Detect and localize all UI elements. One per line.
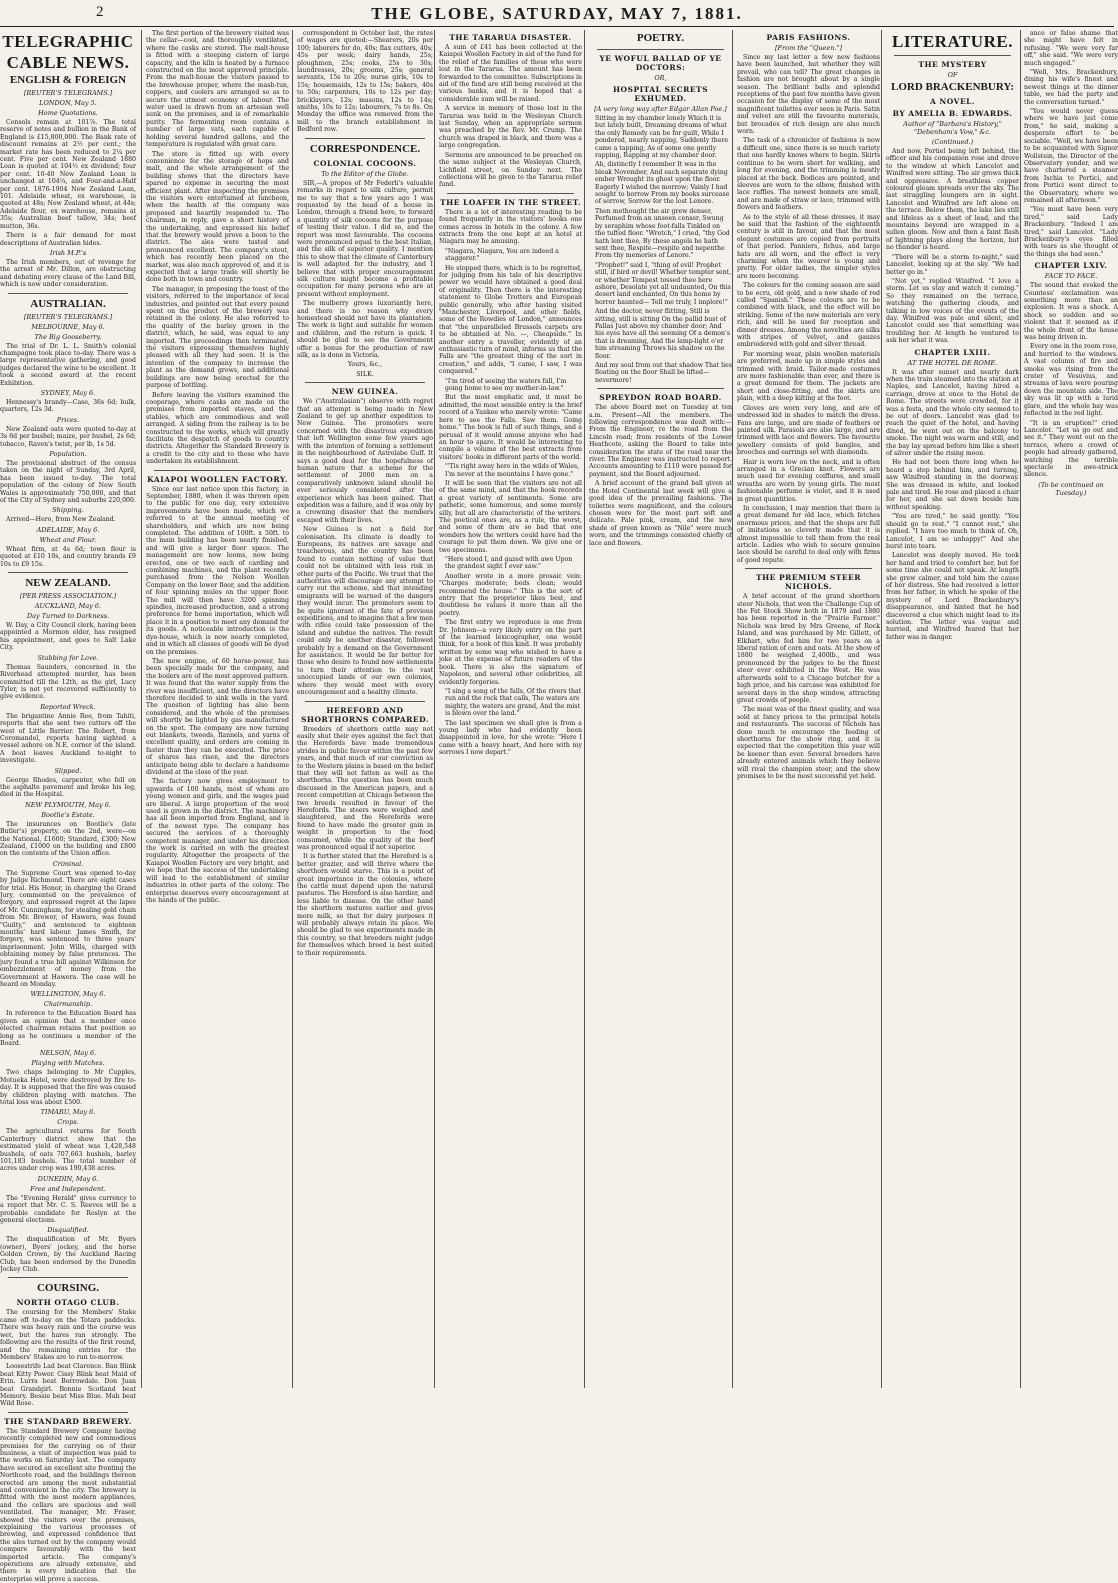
paragraph: The agricultural returns for South Canterbury district show that the estimated yield of wheat was 1,428,548 bushels, of oats 707,663 bushels, barley 101,183 bushels. The total number of acres under crop was 190,438 acres. (0, 1128, 136, 1173)
divider (154, 470, 281, 471)
paragraph: The Standard Brewery Company having recently completed new and commodious premises for the carrying on of their business, a visit of inspection was paid to the works on Saturday last. The company have secured an excellent site fronting the Northcote road, and the buildings thereon erected are among the most substantial and convenient in the city. The brewery is fitted with the most modern appliances, and the cellars are spacious and well ventilated. The manager, Mr. Fraser, showed the visitors over the premises, explaining the various processes of brewing, and expressed confidence that the ales turned out by the company would compare favourably with the best imported article. The company's operations are already extensive, and there is every indication that the enterprise will prove a success. (0, 1427, 136, 1583)
poem-stanza: "Prophet!" said I, "thing of evil! Prophet still, if bird or devil! Whether tempter sent, or whether Tempest tossed thee here ashore, Desolate yet all undaunted, On this desert land enchanted, On this home by horror haunted— Tell me truly, I implore!" (595, 261, 732, 306)
dateline: MELBOURNE, May 6. (31, 322, 105, 331)
paragraph: But the most emphatic and, it must be admitted, the most sensible entry is the brief record of a Yankee who merely wrote: "Came here to see the Falls. Saw them. Going home." The book is full of such things, and a perusal of it would amuse anyone who had an hour to spare. It would be interesting to compile a volume of the best extracts from visitors' books in different parts of the world. (439, 394, 582, 461)
paragraph: "You are tired," he said gently. "You should go to rest." "I cannot rest," she replied. "I have too much to think of. Oh, Lancelot, I am so unhappy!" And she burst into tears. (886, 513, 1019, 550)
paragraph: The brigantine Annie Ree, from Tahiti, reports that she sent two cutters off the west of Little Barrier. The Robert, from Coromandel, reports having sighted a vessel ashore on N.E. corner of the island. A boat leaves Auckland to-night to investigate. (0, 712, 136, 765)
paragraph: A brief account of the grand shorthorn steer Nichols, that won the Challenge Cup of the Fat Stock Show both in 1879 and 1880 has been reported in the "Prairie Farmer." Nichols was bred by Mrs Greene, of Rock Island, and was purchased by Mr. Gillett, of Elkhart, who fed him for two years on a liberal ration of corn and oats. At the show of 1880 he weighed 2,400lb., and was pronounced by the judges to be the finest steer ever exhibited in the West. He was afterwards sold to a Chicago butcher for a high price, and his carcase was exhibited for several days in the shop window, attracting great crowds of people. (737, 593, 880, 704)
poem-stanza: And the doctor, never flitting, Still is sitting, still is sitting On the pallid bust of Pallas Just above my chamber door; And his eyes have all the seeming Of a demon's that is dreaming, And the lamp-light o'er him streaming Throws his shadow on the floor. (595, 308, 730, 360)
quoted-verse: "Niagara, Niagara, You are indeed a staggerer." (445, 247, 559, 263)
paragraph: Before leaving the visitors examined the cooperage, where casks are made on the premises from imported staves, and the stables, which are commodious and well arranged. A siding from the railway is to be constructed to the works, which will greatly facilitate the despatch of goods to country districts. Altogether the Standard Brewery is a credit to the city and to those who have undertaken its establishment. (146, 391, 289, 466)
novel-title: LORD BRACKENBURY: (891, 81, 1014, 93)
section-heading: KAIAPOI WOOLLEN FACTORY. (147, 474, 288, 484)
subheading: Free and Independent. (30, 1184, 106, 1193)
author-credits: Author of "Barbara's History," "Debenham's Vow," &c. (903, 120, 1002, 136)
chapter-heading: CHAPTER LXIV. (1034, 261, 1108, 271)
paragraph: We ("Australasian") observe with regret that an attempt is being made in New Zealand to get up another expedition to New Guinea. The promoters were concerned with the disastrous expedition that left Wellington some few years ago with the intention of forming a settlement in the neighbourhood of Astrolabe Gulf. It says a good deal for the hopefulness of human nature that a scheme for the settlement of 2000 men on a comparatively unknown island should be ever seriously considered after the experience which has been gained. That expedition was a failure, and it was only by a crowning disaster that the members escaped with their lives. (297, 398, 433, 524)
subheading: NORTH OTAGO CLUB. (16, 1298, 120, 1308)
paragraph: It will be seen that the visitors are not all of the same mind, and that the book records a great variety of sentiments. Some are pathetic, some humorous, and some merely silly, but all are characteristic of the writers. The poetical ones are, as a rule, the worst, and some of them are so bad that one wonders how the writers could have had the courage to put them down. We give one or two specimens. (439, 479, 582, 554)
subheading: Criminal. (52, 859, 84, 868)
section-heading: THE STANDARD BREWERY. (4, 1416, 132, 1426)
paragraph: The factory now gives employment to upwards of 100 hands, most of whom are young women and girls, and the wages paid are liberal. A large proportion of the wool used is grown in the district. The machinery has all been imported from England, and is of the newest type. The company has secured the services of a thoroughly competent manager, and under his direction the work is carried on with the greatest regularity. Altogether the prospects of the Kaiapoi Woollen Factory are very bright, and we hope that the success of the undertaking will lead to the establishment of similar industries in other parts of the colony. The enterprise deserves every encouragement at the hands of the public. (146, 778, 289, 904)
novel-author: BY AMELIA B. EDWARDS. (892, 109, 1013, 118)
novel-type: A NOVEL. (929, 97, 976, 106)
subheading: To the Editor of the Globe. (321, 169, 409, 178)
quoted-verse: "'Tis right away here in the wilds of Wales, I'm never at the mountains I have gone." (445, 463, 580, 478)
cable-news-heading: CABLE NEWS. (6, 53, 130, 72)
paragraph: It is further stated that the Hereford is a better grazier, and will thrive where the shorthorn would starve. This is a point of great importance in the colonies, where the cattle must depend upon the natural pastures. The Hereford is also hardier, and less liable to disease. On the other hand the shorthorn matures earlier and gives more milk, so that for dairy purposes it will probably always retain its place. We should be glad to see experiments made in this country, so that breeders might judge for themselves which breed is best suited to their requirements. (297, 853, 433, 957)
section-heading: HEREFORD AND SHORTHORNS COMPARED. (301, 705, 429, 724)
paragraph: The meat was of the finest quality, and was sold at fancy prices to the principal hotels and restaurants. The success of Nichols has done much to encourage the feeding of shorthorns for the show ring, and it is expected that the competition this year will be keener than ever. Several breeders have already entered animals which they believe will rival the champion steer, and the show promises to be the most successful yet held. (737, 706, 880, 780)
signoff: Yours, &c., (347, 361, 383, 369)
poem-subtitle: HOSPITAL SECRETS EXHUMED. (612, 85, 709, 103)
english-foreign-heading: ENGLISH & FOREIGN (9, 74, 127, 86)
subheading: Slipped. (54, 766, 82, 775)
paragraph: George Rhodes, carpenter, who fell on the asphalte pavement and broke his leg, died in the Hospital. (0, 776, 136, 799)
divider (305, 138, 425, 139)
novel-title-top: THE MYSTERY (918, 60, 987, 69)
subheading: Irish M.P.'s (49, 248, 87, 257)
telegraphic-heading: TELEGRAPHIC (2, 32, 134, 51)
paragraph: And now, Portiel being left behind, the officer and his companion rose and drove to the window at which Lancelot and Winifred were sitting. The air grows thick and oppressive. A breathless copper coloured gleam spreads over the sky. The last straggling loungers are in sight. Lancelot and Winifred are left alone on the terrace. Below them, the lake lies still and lifeless as a sheet of lead, and the mountains beyond are wrapped in a sullen gloom. Now and then a faint flash of lightning plays along the horizon, but no thunder is heard. (886, 148, 1019, 252)
paragraph: In reference to the Education Board has given an opinion that a member once elected chairman retains that position so long as he continues a member of the Board. (0, 1010, 136, 1047)
paragraph: The manager, in proposing the toast of the visitors, referred to the importance of local industries, and pointed out that every pound spent on the product of the brewery was retained in the colony. He also referred to the quality of the barley grown in the district, which, he said, was equal to any imported. The proceedings then terminated, the visitors expressing themselves highly pleased with all they had seen. It is the intention of the company to increase the plant as the demand grows, and additional buildings are now being erected for the purpose of bottling. (146, 285, 289, 390)
continued-note: (Continued.) (931, 138, 974, 146)
divider (894, 55, 1011, 56)
subheading: Wheat and Flour. (39, 535, 97, 544)
paragraph: correspondent in October last, the rates of wages are quoted:—Shearers, 20s per 100; laborers for do, 40s; flax cutters, 40s; 45s per week; dairy hands, 25s; ploughmen, 25s; cooks, 25s to 30s; laundresses, 20s; grooms, 25s; general servants, 15s to 20s; nurse girls, 10s to 15s; housemaids, 12s to 15s; bakers, 40s to 50s; carpenters, 10s to 12s per day; bricklayers, 12s; masons, 12s to 14s; smiths, 10s to 12s; labourers, 7s to 8s. On Monday the office was removed from the mill to the branch establishment in Bedford row. (297, 30, 433, 134)
paragraph: In conclusion, I may mention that there is a great demand for old lace, which fetches enormous prices, and that the shops are full of imitations so cleverly made that it is almost impossible to tell them from the real article. Ladies who wish to secure genuine lace should be careful to deal only with firms of good repute. (737, 504, 880, 564)
paragraph: A sum of £41 has been collected at the Kaiapoi Woollen Factory in aid of the fund for the relief of the families of those who were lost in the Tararua. The amount has been forwarded to the committee. Subscriptions in aid of the fund are still being received at the various banks, and it is hoped that a considerable sum will be raised. (439, 44, 582, 103)
paragraph: The coursing for the Members' Stake came off to-day on the Totara paddocks. There was heavy rain and the course was wet, but the hares ran strongly. The following are the results of the first round, and the remaining entries for the Members' Stakes are to run to-morrow. (0, 1309, 136, 1361)
paragraph: The provisional abstract of the census taken on the night of Sunday, 3rd April, has been issued to-day. The total population of the colony of New South Wales is approximately 750,000, and that of the City of Sydney and suburbs 220,000. (0, 460, 136, 505)
column-5 (584, 30, 732, 1388)
paragraph: Sermons are announced to be preached on the same subject at the Wesleyan Church, Lichfield street, on Sunday next. The collections will be given to the Tararua relief fund. (439, 151, 582, 189)
paragraph: Lancelot was deeply moved. He took her hand and tried to comfort her, but for some time she could not speak. At length she grew calmer, and told him the cause of her distress. She had received a letter from her father, in which he spoke of the mystery of Lord Brackenbury's disappearance, and hinted that he had discovered a clue which might lead to its solution. The letter was vague and hurried, and Winifred feared that her father was in danger. (886, 552, 1019, 641)
paragraph: Thomas Saunders, concerned in the Riverhead attempted murder, has been committed till the 12th, as the girl, Lucy Tyler, is not yet recovered sufficiently to give evidence. (0, 663, 136, 701)
quoted-verse: "I sing a song of the falls, Of the rivers that run and the rock that calls, The waters are mighty, the waters are grand, And the mist is blown over the land." (445, 687, 582, 718)
chapter-subtitle: FACE TO FACE. (1044, 272, 1098, 281)
column-3 (292, 30, 433, 1388)
subheading: Prices. (56, 415, 80, 424)
paragraph: "You would never guess where we have just come from," he said, making a desperate effort to be sociable. "Well, we have been to be acquainted with Signor Wollstein, the Director of the Observatory yonder, and we have chartered a steamer from Ischia to Portici, and from Portici went direct to the Observatory, where we remained all afternoon." (1024, 108, 1118, 204)
paragraph: The first entry we reproduce is one from Dr. Johnson—a very likely entry on the part of the learned lexicographer, one would think, for a book of this kind. It was probably written by some wag who wished to have a joke at the expense of future readers of the book. There is also the signature of Napoleon, and several other celebrities, all evidently forgeries. (439, 619, 582, 686)
page-number: 2 (96, 4, 105, 20)
paragraph: A service in memory of those lost in the Tararua was held in the Wesleyan Church last Sunday, when an appropriate sermon was preached by the Rev. Mr. Crump. The church was draped in black, and there was a large congregation. (439, 105, 582, 150)
paragraph: The store is fitted up with every convenience for the storage of hops and malt, and the whole arrangement of the building shows that the directors have spared no expense in securing the most efficient plant. After inspecting the premises the visitors were entertained at luncheon, when the health of the company was proposed and heartily responded to. The chairman, in reply, gave a short history of the undertaking, and expressed his belief that the brewery would prove a boon to the district. The ales were tasted and pronounced excellent. The company's stout, which has recently been placed on the market, was also much approved of, and it is expected that a large trade will shortly be done both in town and country. (146, 150, 289, 284)
poem-note: [A very long way after Edgar Allan Poe.] (594, 105, 727, 113)
section-heading: AUSTRALIAN. (30, 297, 106, 310)
paragraph: There is a lot of interesting reading to be found frequently in the visitors' books one comes across in hotels in the colony. A few extracts from the one kept at an hotel at Niagara may be amusing. (439, 208, 582, 246)
paragraph: Wheat firm, at 4s 6d; town flour is quoted at £10 10s, and country brands £9 10s to £9 15s. (0, 545, 136, 568)
column-6 (732, 30, 880, 1388)
poem-stanza: Ah, distinctly I remember It was in the bleak November, And each separate dying ember Wrought its ghost upon the floor. Eagerly I wished the morrow; Vainly I had sought to borrow From my books surcease of sorrow, Sorrow for the lost Lenore. (595, 161, 730, 206)
divider (745, 568, 872, 569)
dateline: NEW PLYMOUTH, May 6. (25, 800, 111, 809)
column-7 (881, 30, 1019, 1388)
section-heading: THE TARARUA DISASTER. (449, 33, 572, 42)
paragraph: SIR,—A propos of Mr Federli's valuable remarks in regard to silk culture, permit me to say that a few years ago I was requested by the head of a house in London, through a friend here, to forward a quantity of silk cocoons for the purpose of testing their value. I did so, and the report was most favourable. The cocoons were pronounced equal to the best Italian, and the silk of superior quality. I mention this to show that the climate of Canterbury is well adapted for the industry, and I believe that with proper encouragement silk culture might become a profitable occupation for many persons who are at present without employment. (297, 179, 433, 298)
poem-stanza: Sitting in my chamber lonely Which it is but lately built, Dreaming dreams of what the only Remedy can be for guilt, While I pondered, nearly napping, Suddenly there came a tapping, As of some one gently rapping, Rapping at my chamber door. (595, 115, 728, 160)
source-line: [PER PRESS ASSOCIATION.] (19, 592, 117, 601)
dateline: WELLINGTON, May 6. (30, 990, 106, 999)
paragraph: For morning wear, plain woollen materials are preferred, made up in simple styles and trimmed with braid. Tailor-made costumes are more fashionable than ever, and there is a great demand for them. The jackets are short and close-fitting, and the skirts are plain, with a deep kilting at the foot. (737, 350, 880, 403)
paragraph: Since my last letter a few new fashions have been launched, but whether they will prevail, who can tell? The great changes in fashion are not brought about by a single season. The brilliant balls and splendid receptions of the past few months have given occasion for the display of some of the most magnificent toilettes ever seen in Paris. Satin and velvet are still the favourite materials, but brocades of rich design are also much worn. (737, 54, 880, 136)
paragraph: Consols remain at 101⅞. The total reserve of notes and bullion in the Bank of England is £15,800,000. The Bank rate of discount remains at 2½ per cent.; the market rate has been reduced to 2¼ per cent. Five per cent. New Zealand 1880 Loan is quoted at 104½ ex dividend; four per cent. 10-40 New Zealand Loan is unchanged at 104¼, and Four-and-a-Half per cent. 1876-1904 New Zealand Loan, 101. Adelaide wheat, ex warehouse, is quoted at 48s; New Zealand wheat, at 44s; Adelaide flour, ex warehouse, remains at 35s; Australian beef tallow, 34s; beef mutton, 36s. (0, 119, 136, 230)
paragraph: The first portion of the brewery visited was the cellar—cool, and thoroughly ventilated, where the casks are stored. The malt-house is fitted with a steeping cistern of large capacity, and the kiln is heated by a furnace constructed on the most approved principle. From the malt-house the visitors passed to the brewhouse proper, where the mash-tun, coppers, and coolers are arranged so as to secure the utmost economy of labour. The water used is drawn from an artesian well sunk on the premises, and is of remarkable purity. The fermenting room contains a number of large vats, each capable of holding several hundred gallons, and the temperature is regulated with great care. (146, 30, 289, 149)
paragraph: Hair is worn low on the neck, and is often arranged in a Grecian knot. Flowers are much used for evening coiffures, and small wreaths are worn by young girls. The most fashionable perfume is violet, and it is used in great quantities. (737, 458, 880, 503)
paragraph: New Zealand oats were quoted to-day at 3s 6d per bushel; maize, per bushel, 2s 6d; tobacco, Raven's twist, per lb, 1s 5d. (0, 425, 136, 448)
paragraph: There is a fair demand for most descriptions of Australian hides. (0, 232, 136, 247)
chapter-subtitle: AT THE HOTEL DE ROME. (907, 358, 998, 367)
source-line: [From the "Queen."] (775, 44, 842, 52)
to-be-continued: (To be continued on Tuesday.) (1038, 480, 1104, 497)
divider (8, 293, 128, 294)
paragraph: The insurances on Bootlie's (late Butler's) property, on the 2nd, were—on the National, £1600; Standard, £300; New Zealand, £1000 on the building and £800 on the contents of the Union office. (0, 820, 136, 858)
paragraph: The sound that evoked the Countess' exclamation was something more than an explosion. It was a shock. A shock so sudden and so violent that it seemed as if the whole front of the house was being driven in. (1024, 282, 1118, 342)
paragraph: Every one in the room rose, and hurried to the windows. A vast column of fire and smoke was rising from the crater of Vesuvius, and streams of lava were pouring down the mountain side. The sky was lit up with a lurid glare, and the whole bay was reflected in the red light. (1024, 343, 1118, 418)
paragraph: The above Board met on Tuesday at ten a.m. Present—All the members. The following correspondence was dealt with:—From the Engineer, re the road from the Lincoln road; from residents of the Lower Heathcote, asking the Board to take into consideration the state of the road near the river. The Engineer was instructed to report. Accounts amounting to £110 were passed for payment, and the Board adjourned. (589, 404, 732, 478)
section-heading: NEW GUINEA. (331, 387, 399, 397)
column-8 (1020, 30, 1118, 1388)
paragraph: Breeders of shorthorn cattle may not easily shut their eyes against the fact that the Herefords have made tremendous strides in public favour within the past few years, and that much of our conviction as to the Western plains is based on the belief that they will not fatten as well as the shorthorns. The question has been much discussed in the American papers, and a recent competition at Chicago between the two breeds resulted in favour of the Herefords. The steers were weighed and slaughtered, and the Herefords were found to have made the greater gain in weight in proportion to the food consumed, while the quality of the beef was pronounced equal if not superior. (297, 725, 433, 851)
poem-stanza: Then methought the air grew denser, Perfumed from an unseen censer, Swung by seraphim whose foot-falls Tinkled on the tufted floor. "Wretch," I cried, "thy God hath lent thee, By these angels he hath sent thee, Respite—respite and nepenthe From thy memories of Lenore." (595, 207, 730, 260)
section-heading: THE LOAFER IN THE STREET. (440, 197, 581, 207)
divider (597, 388, 724, 389)
quoted-verse: "I'm tired of seeing the waters fall, I'm going home to see my mother-in-law." (445, 377, 567, 393)
divider (447, 193, 574, 194)
paragraph: Two chaps belonging to Mr Cupples, Motueka Hotel, were destroyed by fire to-day. It is supposed that the fire was caused by children playing with matches. The total loss was about £500. (0, 1069, 136, 1106)
section-heading: SPREYDON ROAD BOARD. (599, 393, 722, 403)
paragraph: ance or false shame that she might have felt in refusing. "We were very far off," she said. "We were very much engaged." (1024, 30, 1118, 67)
column-4 (434, 30, 582, 1388)
divider (8, 572, 128, 573)
section-heading: NEW ZEALAND. (25, 577, 111, 590)
paragraph: "You must have been very tired," said Lady Brackenbury. "Indeed I am tired," said Lancelot. "Lady Brackenbury's eyes filled with tears as she thought of the things she had seen." (1024, 206, 1118, 258)
subheading: Disqualified. (47, 1226, 89, 1235)
paragraph: He stopped there, which is to be regretted, for judging from his tale of his descriptive power we would have obtained a good deal of originality. Then there is the interesting statement to Globe Trotters and European public generally, who after having visited "Manchester, Liverpool, and other fields, some of the Rowdies of London," announces that "the unparalleled Brussels carpets are to be obtained at No. —, Cheapside." In another entry a traveller, evidently of an enthusiastic turn of mind, informs us that the Falls are "the greatest thing of the sort in creation," and adds, "I came, I saw, I was conquered." (439, 264, 582, 376)
divider (305, 701, 425, 702)
subheading: Home Quotations. (38, 109, 98, 117)
paragraph: A brief account of the grand ball given at the Hotel Continental last week will give a good idea of the prevailing fashions. The toilettes were magnificent, and the colours chosen were for the most part soft and delicate. Pale pink, cream, and the new shade of green known as "Nile" were much worn, and the trimmings consisted chiefly of lace and flowers. (589, 480, 732, 547)
novel-title-of: OF (947, 71, 958, 79)
section-heading: THE PREMIUM STEER NICHOLS. (755, 573, 861, 592)
paragraph: "There will be a storm to-night," said Lancelot, looking up at the sky. "We had better go in." (886, 253, 1019, 276)
newspaper-title: THE GLOBE, SATURDAY, MAY 7, 1881. (371, 4, 743, 23)
paragraph: Another wrote in a more prosaic vein: "Charges moderate; beds clean; would recommend the house." This is the sort of entry that the proprietor likes best, and doubtless he values it more than all the poetry. (439, 572, 582, 617)
column-2 (141, 30, 289, 1388)
paragraph: Loosestrife Lad beat Clarence. Ban Blink beat Kitty Power. Cissy Blink beat Maid of Erin. Lurra beat Borrowdale. Don Juan beat Grandgirl. Bonnie Scotland beat Memory. Bessie beat Miss Blue. Mab beat Wild Rose. (0, 1363, 136, 1408)
paragraph: The "Evening Herald" gives currency to a report that Mr. C. S. Reeves will be a probable candidate for Roslyn at the general elections. (0, 1194, 136, 1225)
divider (8, 1412, 128, 1413)
paragraph: Hennessy's brandy—Case, 36s 6d; bulk, quarters, 12s 3d. (0, 398, 136, 414)
paragraph: Since our last notice upon this factory, in September, 1880, when it was thrown open to the public for one day, very extensive improvements have been made, which we referred to at the annual meeting of shareholders, and which are now being completed. The addition of 100ft. x 50ft. to the main building has been nearly finished, and will give a larger floor space. The management are now looms, now being erected, one or two each of carding and combining machines, and the plant recently purchased from the Nelson Woollen Company on the lower floor, and the addition of four spinning mules on the upper floor. The mill will then have 3200 spinning spindles, increased production, and a strong preference for home importation, which will place it in a position to meet any demand for its goods. A noticeable introduction is the dye-house, which is now nearly completed, and in which all classes of goods will be dyed on the premises. (146, 485, 289, 656)
dateline: LONDON, May 5. (39, 99, 97, 107)
subheading: COLONIAL COCOONS. (313, 158, 417, 168)
paragraph: "Not yet," replied Winifred. "I love a storm. Let us stay and watch it coming." So they remained on the terrace, watching the gathering clouds, and talking in low voices of the events of the day. Winifred was pale and silent, and Lancelot could see that something was troubling her. At length he ventured to ask her what it was. (886, 277, 1019, 345)
dateline: AUCKLAND, May 6. (34, 602, 102, 611)
divider (597, 49, 724, 50)
subheading: Crops. (57, 1118, 79, 1127)
paragraph: W. Day, a City Council clerk, having been appointed a Mormon elder, has resigned his appointment, and goes to Salt Lake City. (0, 622, 136, 652)
section-heading: CORRESPONDENCE. (309, 142, 421, 155)
paragraph: The mulberry grows luxuriantly here, and there is no reason why every homestead should not have its plantation. The work is light and suitable for women and children, and the return is quick. I should be glad to see the Government offer a bonus for the production of raw silk, as is done in Victoria. (297, 300, 433, 360)
divider (305, 382, 425, 383)
subheading: Playing with Matches. (31, 1059, 105, 1068)
paragraph: The colours for the coming season are said to be ecru, old gold, and a new shade of red called "Spanish." These colours are to be combined with black, and the effect will be striking. Some of the new materials are very rich, and will be used for reception and dinner dresses. Among the novelties are silks with stripes of velvet, and gauzes embroidered with gold and silver thread. (737, 282, 880, 349)
paragraph: The Supreme Court was opened to-day by Judge Richmond. There are eight cases for trial. His Honor, in charging the Grand Jury, commented on the prevalence of forgery, and expressed regret at the lapse of Mr. Cunningham, for stealing gold chain from Mr. Brewer, of Hawera, was found "Guilty," and sentenced to eighteen months' hard labour. James Smith, for forgery, was sentenced to three years' imprisonment. John Wills, charged with obtaining money by false pretences. The jury found a true bill against Wilkinson for embezzlement of money from the Government at Hawera. The case will be heard on Monday. (0, 869, 136, 988)
literature-heading: LITERATURE. (892, 32, 1013, 51)
signature: SILK. (356, 370, 374, 378)
paragraph: Arrived—Hero, from New Zealand. (6, 516, 116, 524)
paragraph: The disqualification of Mr. Byers (owner), Byers' jockey, and the horse Golden Crown, by the Auckland Racing Club, has been endorsed by the Dunedin Jockey Club. (0, 1236, 136, 1274)
subheading: Chairmanship. (43, 1000, 93, 1009)
paragraph: The trial of Dr. L. L. Smith's colonial champagne took place to-day. There was a large representative gathering, and good judges declared the wine to be excellent. It took a second award at the recent Exhibition. (0, 342, 136, 387)
paragraph: "It is an eruption!" cried Lancelot. "Let us go out and see it." They went out on the terrace, where a crowd of people had already gathered, watching the terrible spectacle in awe-struck silence. (1024, 419, 1118, 479)
poem-title-or: OR, (654, 74, 667, 82)
column-1 (0, 30, 136, 1583)
paragraph: He had not been there long when he heard a step behind him, and turning, saw Winifred standing in the doorway. She was dressed in white, and looked pale and tired. He rose and placed a chair for her, and she sat down beside him without speaking. (886, 459, 1019, 511)
section-heading: COURSING. (36, 1282, 100, 1295)
paragraph: Gloves are worn very long, and are of undressed kid in shades to match the dress. Fans are large, and are made of feathers or painted silk. Parasols are also large, and are trimmed with lace and flowers. The favourite jewellery consists of gold bangles, and brooches and earrings set with diamonds. (737, 404, 880, 457)
dateline: DUNEDIN, May 6. (37, 1174, 99, 1183)
chapter-heading: CHAPTER LXIII. (914, 347, 991, 357)
poem-stanza: And my soul from out that shadow That lies floating on the floor Shall be lifted—nevermore! (595, 362, 732, 384)
paragraph: The last specimen we shall give is from a young lady who had evidently been disappointed in love, for she wrote: "Here I came with a heavy heart, And here with my sorrows I now depart." (439, 719, 582, 757)
subheading: Shipping. (52, 506, 84, 515)
subheading: Population. (49, 450, 87, 458)
source-line: [REUTER'S TELEGRAMS.] (23, 89, 113, 97)
paragraph: As to the style of all these dresses, it may be said that the fashion of the eighteenth century is still in favour, and that the most elegant costumes are copied from portraits of that period. Panniers, fichus, and large hats are all worn, and the effect is very charming when the wearer is young and pretty. For older ladies, the simpler styles are more becoming. (737, 213, 880, 280)
section-heading: PARIS FASHIONS. (766, 33, 851, 42)
paragraph: The new engine, of 60 horse-power, has been specially made for the company, and the boilers are of the most approved pattern. It was found that the water supply from the river was insufficient, and the directors have therefore decided to sink wells in the yard. The question of lighting has also been considered, and the whole of the premises will shortly be lighted by gas manufactured on the spot. The company are now turning out blankets, tweeds, flannels, and yarns of excellent quality, and orders are coming in faster than they can be executed. The price of shares has risen, and the directors anticipate being able to declare a handsome dividend at the close of the year. (146, 657, 289, 776)
subheading: Bootlie's Estate. (41, 810, 95, 819)
dateline: TIMARU, May 6. (40, 1108, 96, 1117)
poetry-heading: POETRY. (636, 32, 685, 44)
paragraph: "Well, Mrs. Brackenbury, dining his wife's finest and newest things at the dinner table, we had the party and the conversation turned." (1024, 69, 1118, 106)
poem-title: YE WOFUL BALLAD OF YE DOCTORS: (599, 54, 722, 72)
masthead (0, 0, 1114, 27)
subheading: Day Turned to Darkness. (26, 612, 110, 621)
dateline: ADELAIDE, May 6. (36, 525, 100, 534)
subheading: Stabbing for Love. (37, 653, 99, 662)
paragraph: The task of a chronicler of fashions is now a difficult one, since there is so much variety that one hardly knows where to begin. Skirts continue to be worn short for walking, and long for evening, and the trimming is mostly placed at the back. Bodices are pointed, and sleeves are worn to the elbow, finished with lace ruffles. The newest bonnets are small, and are made of straw or lace, trimmed with flowers and feathers. (737, 137, 880, 212)
source-line: [REUTER'S TELEGRAMS.] (23, 312, 113, 321)
dateline: SYDNEY, May 6. (40, 388, 96, 397)
paragraph: It was after sunset and nearly dark when the train steamed into the station at Naples, and Lancelot, having hired a carriage, drove at once to the Hotel de Rome. The streets were crowded, for it was a festa, and the whole city seemed to be out of doors. Lancelot was glad to reach the quiet of the hotel, and having dined, he went out on the balcony to smoke. The night was warm and still, and the bay lay spread before him like a sheet of silver under the rising moon. (886, 368, 1019, 458)
subheading: The Big Gooseberry. (34, 332, 102, 341)
paragraph: New Guinea is not a field for colonisation. Its climate is deadly to Europeans, its natives are savage and treacherous, and the country has been found to contain nothing of value that could not be obtained with less risk in other parts of the Pacific. We trust that the authorities will discourage any attempt to carry out the scheme, and that intending emigrants will be warned of the dangers they would incur. The promoters seem to be quite ignorant of the fate of previous expeditions, and to imagine that a few men with rifles could take possession of the island and subdue the natives. The result could only be another disaster, followed probably by a demand on the Government for assistance. It would be far better for those who desire to found new settlements to turn their attention to the vast unoccupied lands of our own colonies, where they would meet with every encouragement and a healthy climate. (297, 526, 433, 697)
divider (8, 1277, 128, 1278)
paragraph: The Irish members, out of revenge for the arrest of Mr. Dillon, are obstructing and debating every clause of the Land Bill, which is now under consideration. (0, 258, 136, 289)
dateline: NELSON, May 6. (39, 1049, 97, 1058)
quoted-verse: "Here stood I, and gazed with awe Upon the grandest sight I ever saw." (445, 556, 573, 571)
subheading: Reported Wreck. (40, 702, 96, 711)
